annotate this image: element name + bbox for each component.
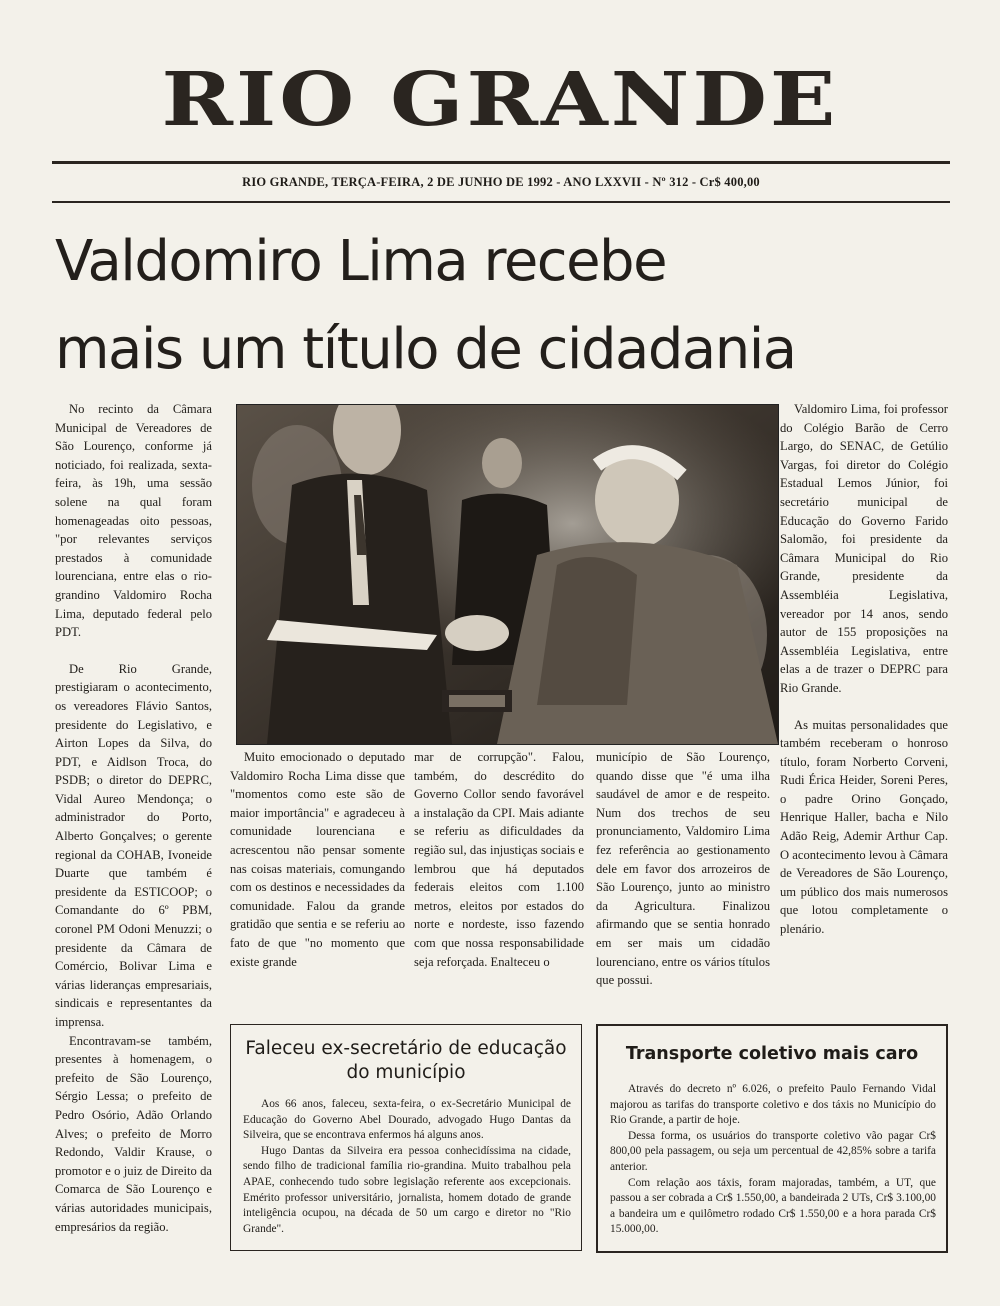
obituary-paragraph: Hugo Dantas da Silveira era pessoa conhecidíssima na cidade, sendo filho de tradicional família rio-grandina. Muito trabalhou pela APAE, conhecendo tudo sobre legislação referente aos excepcionais. Emérito professor universitário, jornalista, homem dotado de grande inteligência ocupou, na década de 50 um cargo e diretor no "Rio Grande". — [243, 1144, 571, 1235]
article-column-2 — [230, 748, 405, 998]
article-paragraph: Muito emocionado o deputado Valdomiro Rocha Lima disse que "momentos como este são de maior importância" e agradeceu à comunidade lourenciana e acrescentou não pensar somente nas coisas materiais, comungando com os destinos e necessidades da comunidade. Falou da grande gratidão que sentia e se referiu ao fato de que "no momento que existe grande — [230, 750, 405, 969]
article-paragraph: De Rio Grande, prestigiaram o acontecimento, os vereadores Flávio Santos, presidente do Legislativo, e Airton Lopes da Silva, do PDT, e Aidlson Troca, do PSDB; o diretor do DEPRC, Vidal Aureo Mendonça; o administrador do Porto, Alberto Gonçalves; o gerente regional da COHAB, Ivoneide Duarte que também é presidente da ESTICOOP; o Comandante do 6º PBM, coronel PM Odoni Menuzzi; o presidente da Câmara de Comércio, Bolivar Lima e várias lideranças empresariais, sindicais e representantes da imprensa. — [55, 661, 212, 1029]
transport-paragraph: Com relação aos táxis, foram majoradas, também, a UT, que passou a ser cobrada a Cr$ 1.550,00, a bandeirada 2 UTs, Cr$ 3.100,00 a bandeira um e quilômetro rodado Cr$ 1.550,00 e a hora parada Cr$ 15.000,00. — [610, 1176, 936, 1236]
article-column-3 — [414, 748, 584, 998]
masthead-rule-top — [52, 161, 950, 164]
news-box-obituary — [230, 1024, 582, 1251]
article-paragraph: As muitas personalidades que também receberam o honroso título, foram Norberto Corveni, Rudi Érica Heider, Soreni Peres, o padre Orino Gonçado, Henrique Haller, bacha e Nilo Adão Reig, Ademir Arthur Cap. O acontecimento levou à Câmara de Vereadores de São Lourenço, um público dos mais numerosos que lotou completamente o plenário. — [780, 717, 948, 937]
news-box-transport — [596, 1024, 948, 1253]
article-paragraph: No recinto da Câmara Municipal de Vereadores de São Lourenço, conforme já noticiado, foi realizada, sexta-feira, às 19h, uma sessão solene na qual foram homenageadas oito pessoas, "por relevantes serviços prestados à comunidade lourenciana, entre elas o rio-grandino Valdomiro Rocha Lima, deputado federal pelo PDT. — [55, 402, 212, 640]
transport-paragraph: Dessa forma, os usuários do transporte coletivo vão pagar Cr$ 800,00 pela passagem, ou seja um percentual de 42,85% sobre a tarifa anterior. — [610, 1129, 936, 1173]
masthead-title: RIO GRANDE — [161, 56, 839, 143]
masthead-rule-bottom — [52, 201, 950, 203]
transport-title: Transporte coletivo mais caro — [625, 1044, 919, 1064]
article-column-1 — [55, 400, 212, 1256]
obituary-title: Faleceu ex-secretário de educação do município — [245, 1038, 567, 1083]
article-paragraph: Valdomiro Lima, foi professor do Colégio Barão de Cerro Largo, do SENAC, de Getúlio Vargas, foi diretor do Colégio Estadual Lemos Júnior, foi secretário municipal de Educação do Governo Farido Salomão, foi presidente da Câmara Municipal do Rio Grande, presidente da Assembléia Legislativa, vereador por 14 anos, sendo autor de 155 proposições na Assembléia Legislativa, entre elas a de trazer o DEPRC para Rio Grande. — [780, 402, 948, 695]
transport-paragraph: Através do decreto nº 6.026, o prefeito Paulo Fernando Vidal majorou as tarifas do transporte coletivo e dos táxis no Município do Rio Grande, a partir de hoje. — [610, 1083, 936, 1127]
obituary-paragraph: Aos 66 anos, faleceu, sexta-feira, o ex-Secretário Municipal de Educação do Governo Abel Dourado, advogado Hugo Dantas da Silveira, que se encontrava enfermos há alguns anos. — [243, 1098, 571, 1142]
dateline: RIO GRANDE, TERÇA-FEIRA, 2 DE JUNHO DE 1992 - ANO LXXVII - Nº 312 - Cr$ 400,00 — [242, 175, 760, 189]
obituary-body — [231, 1085, 581, 1237]
headline-line-2: mais um título de cidadania — [55, 317, 796, 382]
transport-body — [598, 1066, 946, 1238]
headline — [55, 218, 945, 394]
article-column-4 — [596, 748, 770, 998]
article-paragraph: Encontravam-se também, presentes à homenagem, o prefeito de São Lourenço, Sérgio Lessa; o prefeito de Pedro Osório, Adão Orlando Alves; o prefeito de Morro Redondo, Valdir Krause, o promotor e o juiz de Direito da Comarca de São Lourenço e várias autoridades municipais, empresários da região. — [55, 1033, 212, 1234]
article-paragraph: município de São Lourenço, quando disse que "é uma ilha saudável de amor e de respeito. Num dos trechos de seu pronunciamento, Valdomiro Lima fez referência ao gestionamento dele em favor dos arrozeiros de São Lourenço, junto ao ministro da Agricultura. Finalizou afirmando que se sentia honrado em ser mais um cidadão lourenciano, entre os vários títulos que possui. — [596, 750, 770, 988]
headline-line-1: Valdomiro Lima recebe — [55, 229, 667, 294]
news-photo — [236, 404, 779, 745]
article-paragraph: mar de corrupção". Falou, também, do descrédito do Governo Collor sendo favorável a instalação da CPI. Mais adiante se referiu as dificuldades da região sul, das injustiças sociais e lembrou que há deputados federais eleitos com 1.100 metros, eleitos por estados do norte e nordeste, isso fazendo com que nossa responsabilidade seja reforçada. Enalteceu o — [414, 750, 584, 969]
handshake-photo-image — [237, 405, 778, 744]
article-column-5 — [780, 400, 948, 1000]
